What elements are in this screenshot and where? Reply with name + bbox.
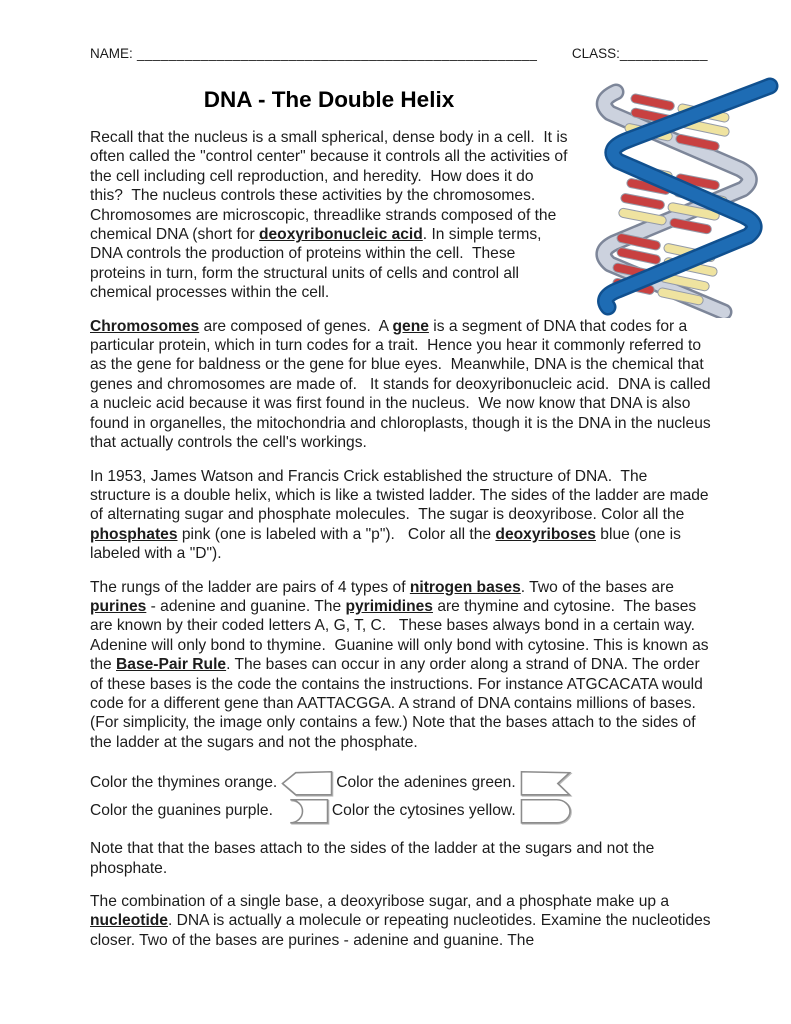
name-label: NAME: xyxy=(90,46,133,61)
text-run: . In simple terms, DNA controls the production of proteins within the cell. These proteins in turn, form the structural units of cells and control all chemical processes within the cell. xyxy=(90,226,546,302)
text-run: is a segment of DNA that codes for a particular protein, which in turn codes for a trait. Hence you hear it commonly referred to as the gene for baldness or the gene for blue eyes. Meanwhile, DNA is the chemical that genes and chromosomes are made of. It stands for deoxyribonucleic acid. DNA is called a nucleic acid because it was first found in the nucleus. We now know that DNA is also found in organelles, the mitochondria and chloroplasts, though it is the DNA in the nucleus that actually controls the cell's workings. xyxy=(90,317,716,452)
page-title: DNA - The Double Helix xyxy=(203,87,455,112)
highlighted-term: pyrimidines xyxy=(345,597,433,615)
color-task-row-1 xyxy=(90,769,730,797)
paragraph-nucleotide xyxy=(90,892,715,950)
name-blank-line: __________________________________________________ xyxy=(132,46,538,61)
text-run: Note that that the bases attach to the sides of the ladder at the sugars and not the phosphate. xyxy=(90,840,659,877)
adenine-color-label: Color the adenines green. xyxy=(336,774,516,792)
highlighted-term: nucleotide xyxy=(90,912,168,930)
thymine-shape-icon xyxy=(281,770,333,797)
highlighted-term: deoxyriboses xyxy=(495,525,596,543)
class-label: CLASS: xyxy=(571,46,620,61)
text-run: . DNA is actually a molecule or repeating nucleotides. Examine the nucleotides closer. Two of the bases are purines - adenine and guanine. The xyxy=(90,912,715,949)
paragraph-note xyxy=(90,839,712,878)
text-run: The rungs of the ladder are pairs of 4 types of xyxy=(90,578,410,596)
highlighted-term: Base-Pair Rule xyxy=(116,656,227,674)
paragraph-intro xyxy=(90,128,572,303)
paragraph-chromosomes xyxy=(90,317,716,453)
highlighted-term: Chromosomes xyxy=(90,317,200,335)
text-run: . The bases can occur in any order along a strand of DNA. The order of these bases is the code the contains the instructions. For instance ATGCACATA would code for a different gene than AATTACGGA. A strand of DNA contains millions of bases. (For simplicity, the image only contains a few.) Note that the bases attach to the sides of the ladder at the sugars and not the phosphate. xyxy=(90,656,708,751)
text-run: Recall that the nucleus is a small spherical, dense body in a cell. It is often called the "control center" because it controls all the activities of the cell including cell reproduction, and heredity. How does it do this? The nucleus controls these activities by the chromosomes. Chromosomes are microscopic, threadlike strands composed of the chemical DNA (short for xyxy=(90,129,572,244)
guanine-color-label: Color the guanines purple. xyxy=(90,802,273,820)
paragraph-nitrogen-bases xyxy=(90,578,712,753)
guanine-shape-icon xyxy=(277,798,329,825)
class-field xyxy=(572,46,708,61)
text-run: are thymine and cytosine. The bases are known by their coded letters A, G, T, C. These bases always bond in a certain way. Adenine will only bond to thymine. Guanine will only bond with cytosine. This is known as the xyxy=(90,597,713,674)
text-run: are composed of genes. A xyxy=(199,317,393,335)
highlighted-term: deoxyribonucleic acid xyxy=(258,226,423,244)
class-blank-line: ___________ xyxy=(619,46,708,61)
header-row xyxy=(90,46,708,61)
thymine-color-label: Color the thymines orange. xyxy=(90,774,278,792)
text-run: . Two of the bases are xyxy=(520,578,679,596)
cytosine-shape-icon xyxy=(520,798,572,825)
color-task-row-2 xyxy=(90,797,730,825)
highlighted-term: purines xyxy=(90,597,147,615)
text-run: blue (one is labeled with a "D"). xyxy=(90,525,686,563)
text-run: In 1953, James Watson and Francis Crick established the structure of DNA. The structure is a double helix, which is like a twisted ladder. The sides of the ladder are made of alternating sugar and phosphate molecules. The sugar is deoxyribose. Color all the xyxy=(90,467,713,524)
dna-helix-illustration xyxy=(552,76,790,318)
highlighted-term: nitrogen bases xyxy=(409,578,521,596)
cytosine-color-label: Color the cytosines yellow. xyxy=(331,802,516,820)
highlighted-term: gene xyxy=(392,317,429,335)
adenine-shape-icon xyxy=(520,770,572,797)
paragraph-watson-crick xyxy=(90,467,712,564)
text-run: pink (one is labeled with a "p"). Color all the xyxy=(177,525,496,543)
highlighted-term: phosphates xyxy=(90,525,178,543)
text-run: The combination of a single base, a deoxyribose sugar, and a phosphate make up a xyxy=(90,893,674,910)
color-instructions xyxy=(90,769,730,825)
name-field xyxy=(90,46,537,61)
text-run: - adenine and guanine. The xyxy=(146,597,346,615)
